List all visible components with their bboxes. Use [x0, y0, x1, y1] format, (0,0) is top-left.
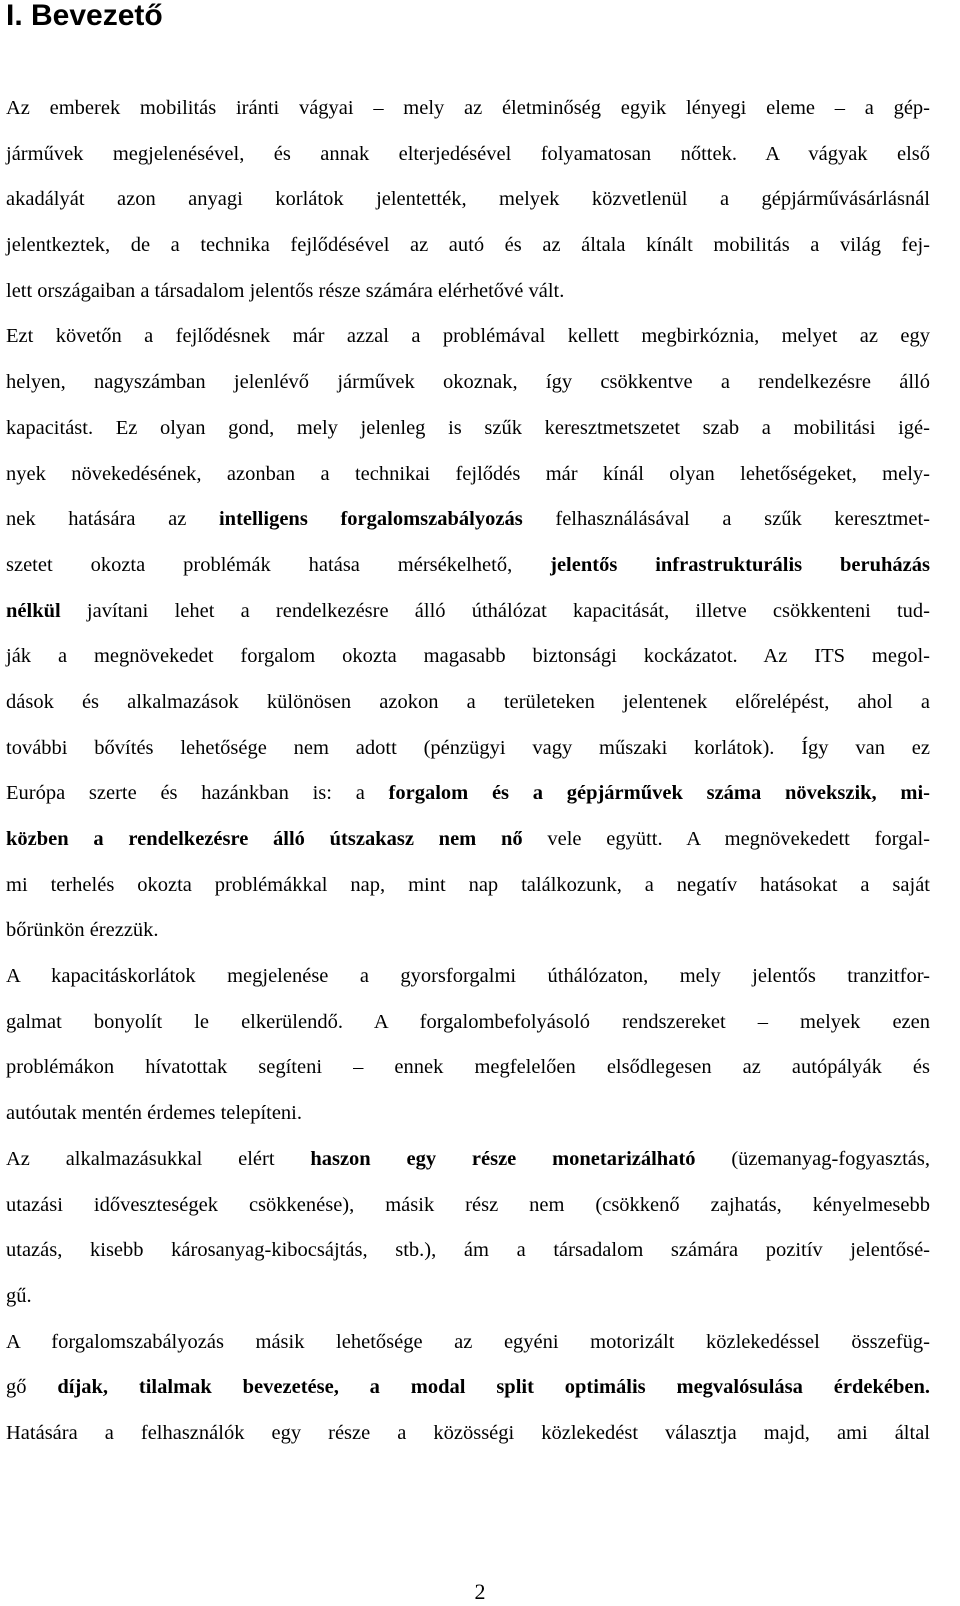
text-span: gű. — [6, 1284, 32, 1307]
text-line — [6, 1183, 930, 1229]
text-span: mi terhelés okozta problémákkal nap, mint nap találkozunk, a negatív hatásokat a saját — [6, 873, 930, 896]
text-span: bőrünkön érezzük. — [6, 919, 159, 942]
text-line — [6, 1045, 930, 1091]
text-line — [6, 1320, 930, 1366]
text-line — [6, 1000, 930, 1046]
page-number: 2 — [474, 1579, 486, 1604]
text-span: nyek növekedésének, azonban a technikai fejlődés már kínál olyan lehetőségeket, mely- — [6, 462, 930, 485]
body-text — [6, 86, 930, 1457]
text-line — [6, 1137, 930, 1183]
text-span: galmat bonyolít le elkerülendő. A forgalombefolyásoló rendszereket – melyek ezen — [6, 1010, 930, 1033]
text-span: további bővítés lehetősége nem adott (pénzügyi vagy műszaki korlátok). Így van ez — [6, 736, 930, 759]
text-line — [6, 954, 930, 1000]
text-line — [6, 497, 930, 543]
text-span: A forgalomszabályozás másik lehetősége az egyéni motorizált közlekedéssel összefüg- — [6, 1330, 930, 1353]
text-span: Az emberek mobilitás iránti vágyai – mely az életminőség egyik lényegi eleme – a gép- — [6, 97, 930, 119]
text-span: akadályát azon anyagi korlátok jelentették, melyek közvetlenül a gépjárművásárlásnál — [6, 188, 930, 211]
text-line — [6, 269, 930, 315]
text-line — [6, 314, 930, 360]
text-span: kapacitást. Ez olyan gond, mely jelenleg is szűk keresztmetszetet szab a mobilitási igé- — [6, 416, 930, 439]
text-span: lett országaiban a társadalom jelentős része számára elérhetővé vált. — [6, 279, 565, 302]
text-line — [6, 1274, 930, 1320]
text-span: ják a megnövekedet forgalom okozta magasabb biztonsági kockázatot. Az ITS megol- — [6, 645, 930, 668]
text-line — [6, 1365, 930, 1411]
text-line — [6, 634, 930, 680]
text-line — [6, 177, 930, 223]
text-line — [6, 680, 930, 726]
text-span: utazási időveszteségek csökkenése), másik rész nem (csökkenő zajhatás, kényelmesebb — [6, 1193, 930, 1216]
text-span: A kapacitáskorlátok megjelenése a gyorsforgalmi úthálózaton, mely jelentős tranzitfor- — [6, 965, 930, 988]
text-span: Ezt követőn a fejlődésnek már azzal a problémával kellett megbirkóznia, melyet az egy — [6, 325, 930, 348]
bold-text: haszon egy része monetarizálható — [310, 1147, 696, 1170]
text-span: gő — [6, 1376, 58, 1399]
bold-text: intelligens forgalomszabályozás — [218, 508, 523, 531]
text-line — [6, 908, 930, 954]
text-line — [6, 1411, 930, 1457]
bold-text: nélkül — [6, 599, 61, 622]
text-line — [6, 817, 930, 863]
text-span: szetet okozta problémák hatása mérsékelhető, — [6, 553, 551, 576]
text-span: utazás, kisebb károsanyag-kibocsájtás, stb.), ám a társadalom számára pozitív jelentősé- — [6, 1239, 930, 1262]
text-span: jelentkeztek, de a technika fejlődésével az autó és az általa kínált mobilitás a világ fej- — [6, 234, 930, 257]
text-line — [6, 1228, 930, 1274]
text-span: helyen, nagyszámban jelenlévő járművek okoznak, így csökkentve a rendelkezésre álló — [6, 371, 930, 394]
text-span: Európa szerte és hazánkban is: a — [6, 782, 389, 805]
text-span: nek hatására az — [6, 508, 219, 531]
text-span: autóutak mentén érdemes telepíteni. — [6, 1102, 302, 1125]
text-span: felhasználásával a szűk keresztmet- — [522, 508, 930, 531]
text-line — [6, 452, 930, 498]
bold-text: közben a rendelkezésre álló útszakasz nem nő — [6, 828, 523, 850]
text-line — [6, 543, 930, 589]
text-span: Az alkalmazásukkal elért — [6, 1147, 311, 1170]
text-line — [6, 771, 930, 817]
text-span: problémákon hívatottak segíteni – ennek megfelelően elsődlegesen az autópályák és — [6, 1056, 930, 1079]
text-line — [6, 589, 930, 635]
text-span: vele együtt. A megnövekedett forgal- — [522, 828, 930, 850]
bold-text: forgalom és a gépjárművek száma növekszik, mi- — [388, 782, 930, 805]
text-span: járművek megjelenésével, és annak elterjedésével folyamatosan nőttek. A vágyak első — [6, 142, 930, 165]
text-line — [6, 726, 930, 772]
text-span: (üzemanyag-fogyasztás, — [695, 1147, 930, 1170]
text-line — [6, 863, 930, 909]
text-line — [6, 132, 930, 178]
text-span: Hatására a felhasználók egy része a közösségi közlekedést választja majd, ami által — [6, 1421, 930, 1444]
text-line — [6, 406, 930, 452]
text-span: javítani lehet a rendelkezésre álló úthálózat kapacitását, illetve csökkenteni tud- — [60, 599, 930, 622]
text-line — [6, 86, 930, 132]
bold-text: jelentős infrastrukturális beruházás — [550, 553, 931, 576]
text-line — [6, 1091, 930, 1137]
section-heading: I. Bevezető — [6, 0, 163, 32]
text-span: dások és alkalmazások különösen azokon a területeken jelentenek előrelépést, ahol a — [6, 690, 930, 713]
bold-text: díjak, tilalmak bevezetése, a modal split optimális megvalósulása érdekében. — [57, 1376, 930, 1399]
text-line — [6, 360, 930, 406]
text-line — [6, 223, 930, 269]
